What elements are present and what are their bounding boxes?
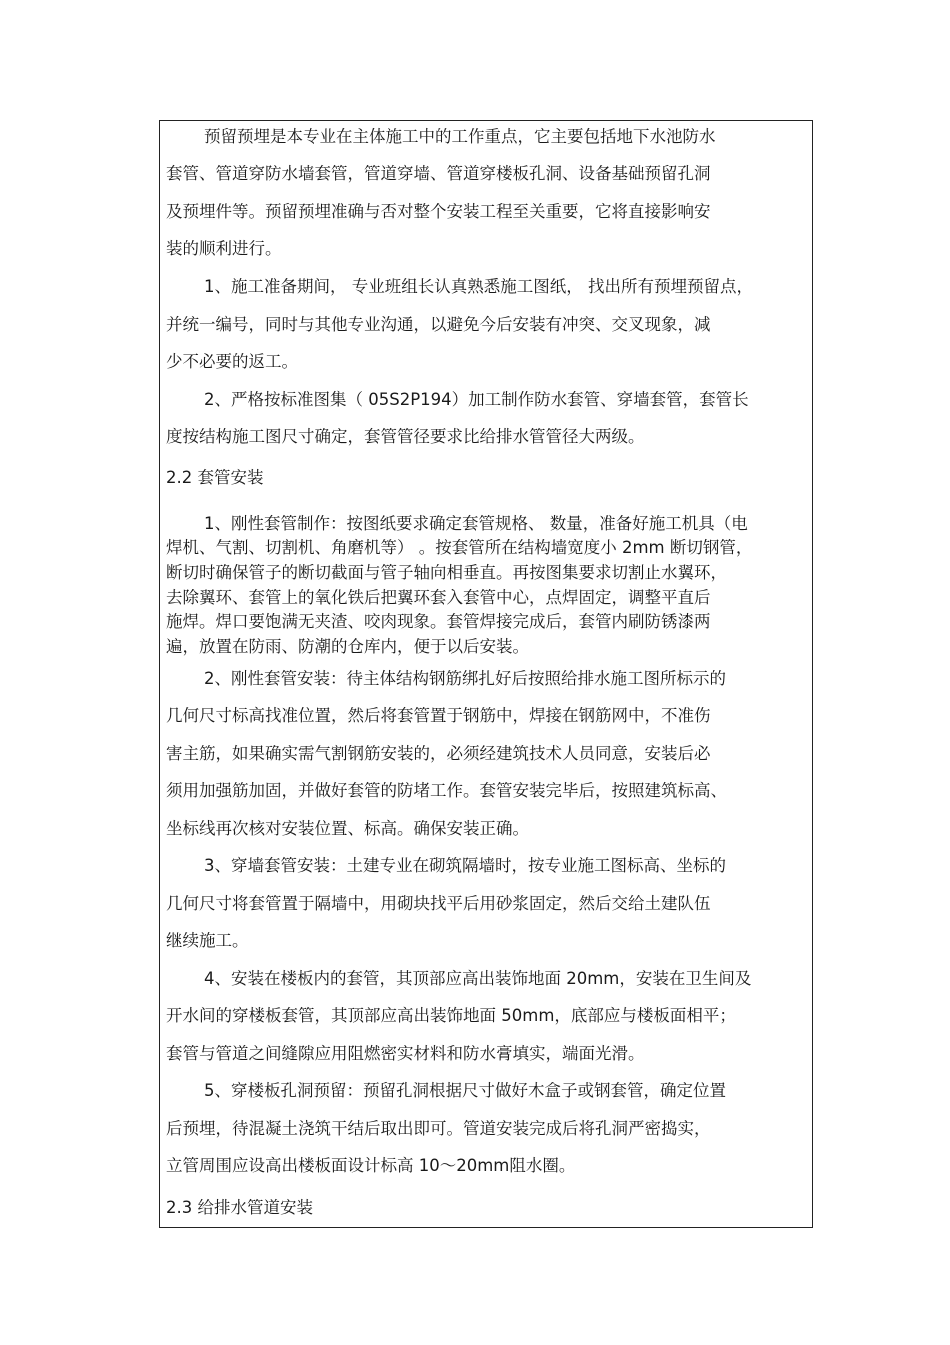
text-line: 及预埋件等。预留预埋准确与否对整个安装工程至关重要，它将直接影响安 xyxy=(166,202,711,221)
text-line: 预留预埋是本专业在主体施工中的工作重点，它主要包括地下水池防水 xyxy=(204,127,716,146)
text-line: 度按结构施工图尺寸确定，套管管径要求比给排水管管径大两级。 xyxy=(166,427,645,446)
text-line: 几何尺寸将套管置于隔墙中，用砌块找平后用砂浆固定，然后交给土建队伍 xyxy=(166,894,711,913)
text-line: 2、严格按标准图集（ 05S2P194）加工制作防水套管、穿墙套管，套管长 xyxy=(204,390,749,409)
text-line: 1、刚性套管制作：按图纸要求确定套管规格、 数量，准备好施工机具（电 xyxy=(204,514,748,533)
text-line: 立管周围应设高出楼板面设计标高 10～20mm阻水圈。 xyxy=(166,1156,576,1175)
text-line: 去除翼环、套管上的氧化铁后把翼环套入套管中心，点焊固定，调整平直后 xyxy=(166,588,711,607)
text-line: 遍，放置在防雨、防潮的仓库内，便于以后安装。 xyxy=(166,637,529,656)
section-heading-2-2: 2.2 套管安装 xyxy=(166,468,264,487)
text-line: 装的顺利进行。 xyxy=(166,239,282,258)
text-line: 害主筋，如果确实需气割钢筋安装的，必须经建筑技术人员同意，安装后必 xyxy=(166,744,711,763)
text-line: 断切时确保管子的断切截面与管子轴向相垂直。再按图集要求切割止水翼环， xyxy=(166,563,727,582)
text-line: 4、安装在楼板内的套管，其顶部应高出装饰地面 20mm，安装在卫生间及 xyxy=(204,969,752,988)
text-line: 5、穿楼板孔洞预留：预留孔洞根据尺寸做好木盒子或钢套管，确定位置 xyxy=(204,1081,726,1100)
section-heading-2-3: 2.3 给排水管道安装 xyxy=(166,1198,313,1217)
text-line: 并统一编号，同时与其他专业沟通，以避免今后安装有冲突、交叉现象，减 xyxy=(166,315,711,334)
text-line: 继续施工。 xyxy=(166,931,249,950)
text-line: 3、穿墙套管安装：土建专业在砌筑隔墙时，按专业施工图标高、坐标的 xyxy=(204,856,726,875)
text-line: 套管、管道穿防水墙套管，管道穿墙、管道穿楼板孔洞、设备基础预留孔洞 xyxy=(166,164,711,183)
text-line: 后预埋，待混凝土浇筑干结后取出即可。管道安装完成后将孔洞严密捣实， xyxy=(166,1119,711,1138)
text-line: 焊机、气割、切割机、角磨机等） 。按套管所在结构墙宽度小 2mm 断切钢管， xyxy=(166,538,753,557)
text-line: 须用加强筋加固，并做好套管的防堵工作。套管安装完毕后，按照建筑标高、 xyxy=(166,781,727,800)
text-line: 开水间的穿楼板套管，其顶部应高出装饰地面 50mm，底部应与楼板面相平； xyxy=(166,1006,736,1025)
text-line: 套管与管道之间缝隙应用阻燃密实材料和防水膏填实，端面光滑。 xyxy=(166,1044,645,1063)
text-line: 几何尺寸标高找准位置，然后将套管置于钢筋中，焊接在钢筋网中，不准伤 xyxy=(166,706,711,725)
text-line: 2、刚性套管安装：待主体结构钢筋绑扎好后按照给排水施工图所标示的 xyxy=(204,669,726,688)
text-line: 1、施工准备期间， 专业班组长认真熟悉施工图纸， 找出所有预埋预留点， xyxy=(204,277,753,296)
text-line: 施焊。焊口要饱满无夹渣、咬肉现象。套管焊接完成后，套管内刷防锈漆两 xyxy=(166,612,711,631)
text-line: 坐标线再次核对安装位置、标高。确保安装正确。 xyxy=(166,819,529,838)
text-line: 少不必要的返工。 xyxy=(166,352,298,371)
